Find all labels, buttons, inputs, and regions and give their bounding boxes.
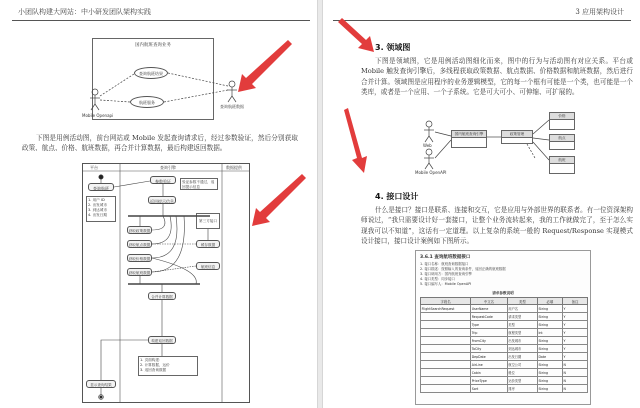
act-node-8-label: 合并计算数据 <box>151 294 173 299</box>
iface-table-body <box>421 305 588 393</box>
table-cell: AirLine <box>471 361 508 369</box>
usecase-actor-right-label: 查询航班数据 <box>220 104 244 109</box>
act-node-10-label: 显示查询结果 <box>90 382 112 387</box>
table-cell: Y <box>562 305 587 313</box>
table-cell: Cabin <box>471 369 508 377</box>
table-cell: Y <box>562 353 587 361</box>
table-cell <box>421 377 471 385</box>
table-cell <box>421 385 471 393</box>
domain-box-flight <box>549 156 575 174</box>
lane-label-2: 查询引擎 <box>160 165 176 170</box>
domain-box-price <box>549 112 575 130</box>
table-cell: N <box>562 385 587 393</box>
table-cell: String <box>537 377 562 385</box>
table-cell: String <box>537 385 562 393</box>
iface-header-cell: 类型 <box>507 298 537 305</box>
act-node-12-label: 第三方接口 <box>199 219 217 223</box>
iface-meta-1: 1. 接口名称：航班查询数据接口 <box>420 262 469 266</box>
table-cell: String <box>537 369 562 377</box>
table-row <box>421 353 588 361</box>
left-paragraph: 下图是用例活动图，前台网站或 Mobile 发起查询请求后，经过参数验证，然后分别获取政策、航点、价格、航班数据，再合并计算数据，最后构建返回数据。 <box>22 134 298 153</box>
right-running-head: 3 应用架构设计 <box>575 8 624 16</box>
table-cell <box>421 345 471 353</box>
table-cell: 出发城市 <box>507 337 537 345</box>
domain-box-engine <box>451 130 487 148</box>
act-node-13-label: 航班信息 <box>200 264 216 269</box>
iface-title: 3.6.1 查询航班数据接口 <box>420 255 471 260</box>
act-node-7-label: 获取航班数据 <box>128 270 151 275</box>
domain-box-policy <box>501 130 533 144</box>
table-cell: Y <box>562 321 587 329</box>
table-cell <box>421 329 471 337</box>
iface-meta-5: 5. 接口编写人：Mobile OpenAPI <box>420 282 472 286</box>
table-cell: FlightSearchRequest <box>421 305 471 313</box>
table-cell: 运价类型 <box>507 377 537 385</box>
table-cell: Trip <box>471 329 508 337</box>
act-node-9-label: 构建返回数据 <box>151 338 173 343</box>
table-cell: Date <box>537 353 562 361</box>
lane-label-1: 平台 <box>90 165 98 170</box>
table-row <box>421 385 588 393</box>
table-row <box>421 329 588 337</box>
lane-label-3: 数据提供 <box>226 165 242 170</box>
table-cell: N <box>562 361 587 369</box>
act-node-11-label: 缓存数据 <box>200 242 216 247</box>
act-node-1-label: 查询航班 <box>93 185 109 191</box>
act-node-6-label: 获取价格数据 <box>128 256 151 261</box>
table-cell: String <box>537 305 562 313</box>
table-cell: DepDate <box>471 353 508 361</box>
table-cell <box>421 361 471 369</box>
table-cell: 请求类型 <box>507 313 537 321</box>
domain-box-price-label: 价格 <box>550 113 574 120</box>
domain-box-policy-label: 政策管理 <box>502 131 532 138</box>
usecase-label-2: 航班服务 <box>139 100 155 105</box>
table-cell: 舱位 <box>507 369 537 377</box>
act-note-2: 验证参数不通过，返回提示信息 <box>180 178 218 190</box>
table-cell: Int <box>537 329 562 337</box>
table-cell: String <box>537 337 562 345</box>
domain-box-engine-label: 国内航班查询引擎 <box>452 131 486 138</box>
domain-actor-1-label: Web <box>423 143 432 148</box>
iface-header-cell: 备注 <box>562 298 587 305</box>
table-cell: 到达城市 <box>507 345 537 353</box>
usecase-label-1: 查询航班结果 <box>139 71 163 76</box>
usecase-actor-left-label: Mobile Openapi <box>82 113 114 118</box>
table-row <box>421 377 588 385</box>
table-row <box>421 361 588 369</box>
table-cell: String <box>537 361 562 369</box>
table-cell: 排序 <box>507 385 537 393</box>
table-cell: Y <box>562 345 587 353</box>
table-cell: ToCity <box>471 345 508 353</box>
left-page <box>0 0 318 408</box>
table-cell: Y <box>562 313 587 321</box>
table-cell <box>421 313 471 321</box>
table-cell: N <box>562 377 587 385</box>
section-4-heading: 4. 接口设计 <box>375 192 419 201</box>
activity-flows <box>0 0 318 408</box>
iface-header-cell: 字段名 <box>421 298 471 305</box>
act-node-4-label: 获取政策数据 <box>128 228 151 233</box>
section-3-heading: 3. 领域图 <box>375 43 411 52</box>
act-node-2-label: 参数验证 <box>155 178 171 184</box>
table-row <box>421 321 588 329</box>
act-note-1: 1. 用户 ID 2. 出发城市 3. 到达城市 4. 出发日期 <box>86 196 116 222</box>
act-node-5-label: 获取航点数据 <box>128 242 151 247</box>
iface-table-header-row <box>421 298 588 305</box>
table-cell: Sort <box>471 385 508 393</box>
iface-meta-4: 4. 接口类型：同步接口 <box>420 277 455 281</box>
left-running-head: 小团队构建大网站：中小研发团队架构实践 <box>18 8 151 16</box>
section-4-paragraph: 什么是接口？接口是联系、连接和交互，它是应用与外部世界的联系者。有一位资深架构师说过，“我只需要设计好一套接口，让整个业务流转起来，我的工作就做完了，至于怎么实现我可以不知道”，这话有一定道理。以上复杂的系统一般的 Request/Response 实现模式设计接口，接口设计案例如下图所示。 <box>361 206 633 246</box>
usecase-title: 国内航班查询业务 <box>135 43 171 48</box>
section-3-paragraph: 下图是领域图，它是用例活动图细化而来，图中的行为与活动图有对应关系。平台或 Mobile 触发查询引擎后，多线程获取政策数据、航点数据、价格数据和航班数据，然后进行合并计算。领域图是应用程序的业务逻辑模型，它的每一个框有可能是一个类，也可能是一个类库，或者是一个应用、一个子系统。它是可大可小、可伸缩、可扩展的。 <box>361 57 633 97</box>
table-cell <box>421 369 471 377</box>
table-cell: 用户名 <box>507 305 537 313</box>
table-cell: 航空公司 <box>507 361 537 369</box>
table-row <box>421 305 588 313</box>
table-cell: Type <box>471 321 508 329</box>
table-cell: String <box>537 321 562 329</box>
table-row <box>421 369 588 377</box>
domain-actor-2-label: Mobile OpenAPI <box>415 170 447 175</box>
iface-meta-3: 3. 接口调用方：国内航班查询引擎 <box>420 272 472 276</box>
iface-meta-list <box>420 262 588 287</box>
right-page <box>322 0 640 408</box>
iface-header-cell: 中文名 <box>471 298 508 305</box>
table-cell: 航程类型 <box>507 329 537 337</box>
table-cell: UserName <box>471 305 508 313</box>
iface-meta-2: 2. 接口描述：按照输入的查询条件，返回正确的航班数据 <box>420 267 506 271</box>
table-cell: String <box>537 345 562 353</box>
table-cell: 出发日期 <box>507 353 537 361</box>
act-node-3-label: 返回提示信息 <box>150 198 174 204</box>
table-cell: String <box>537 313 562 321</box>
table-cell: FromCity <box>471 337 508 345</box>
iface-table <box>420 297 588 393</box>
table-cell: Y <box>562 337 587 345</box>
table-cell <box>421 321 471 329</box>
table-row <box>421 337 588 345</box>
table-cell: 类型 <box>507 321 537 329</box>
act-note-3: 1. 页面构建： 2. 计算数据，运价 3. 返回查询数据 <box>138 356 198 376</box>
table-cell <box>421 353 471 361</box>
table-cell: RequestCode <box>471 313 508 321</box>
iface-table-title: 请求参数说明 <box>492 291 514 295</box>
table-cell: Y <box>562 329 587 337</box>
table-cell: PriceType <box>471 377 508 385</box>
interface-screenshot <box>415 250 591 405</box>
table-row <box>421 313 588 321</box>
table-cell: N <box>562 369 587 377</box>
table-row <box>421 345 588 353</box>
domain-box-point-label: 航点 <box>550 135 574 142</box>
table-cell <box>421 337 471 345</box>
iface-header-cell: 必填 <box>537 298 562 305</box>
domain-box-flight-label: 航班 <box>550 157 574 164</box>
domain-box-point <box>549 134 575 150</box>
